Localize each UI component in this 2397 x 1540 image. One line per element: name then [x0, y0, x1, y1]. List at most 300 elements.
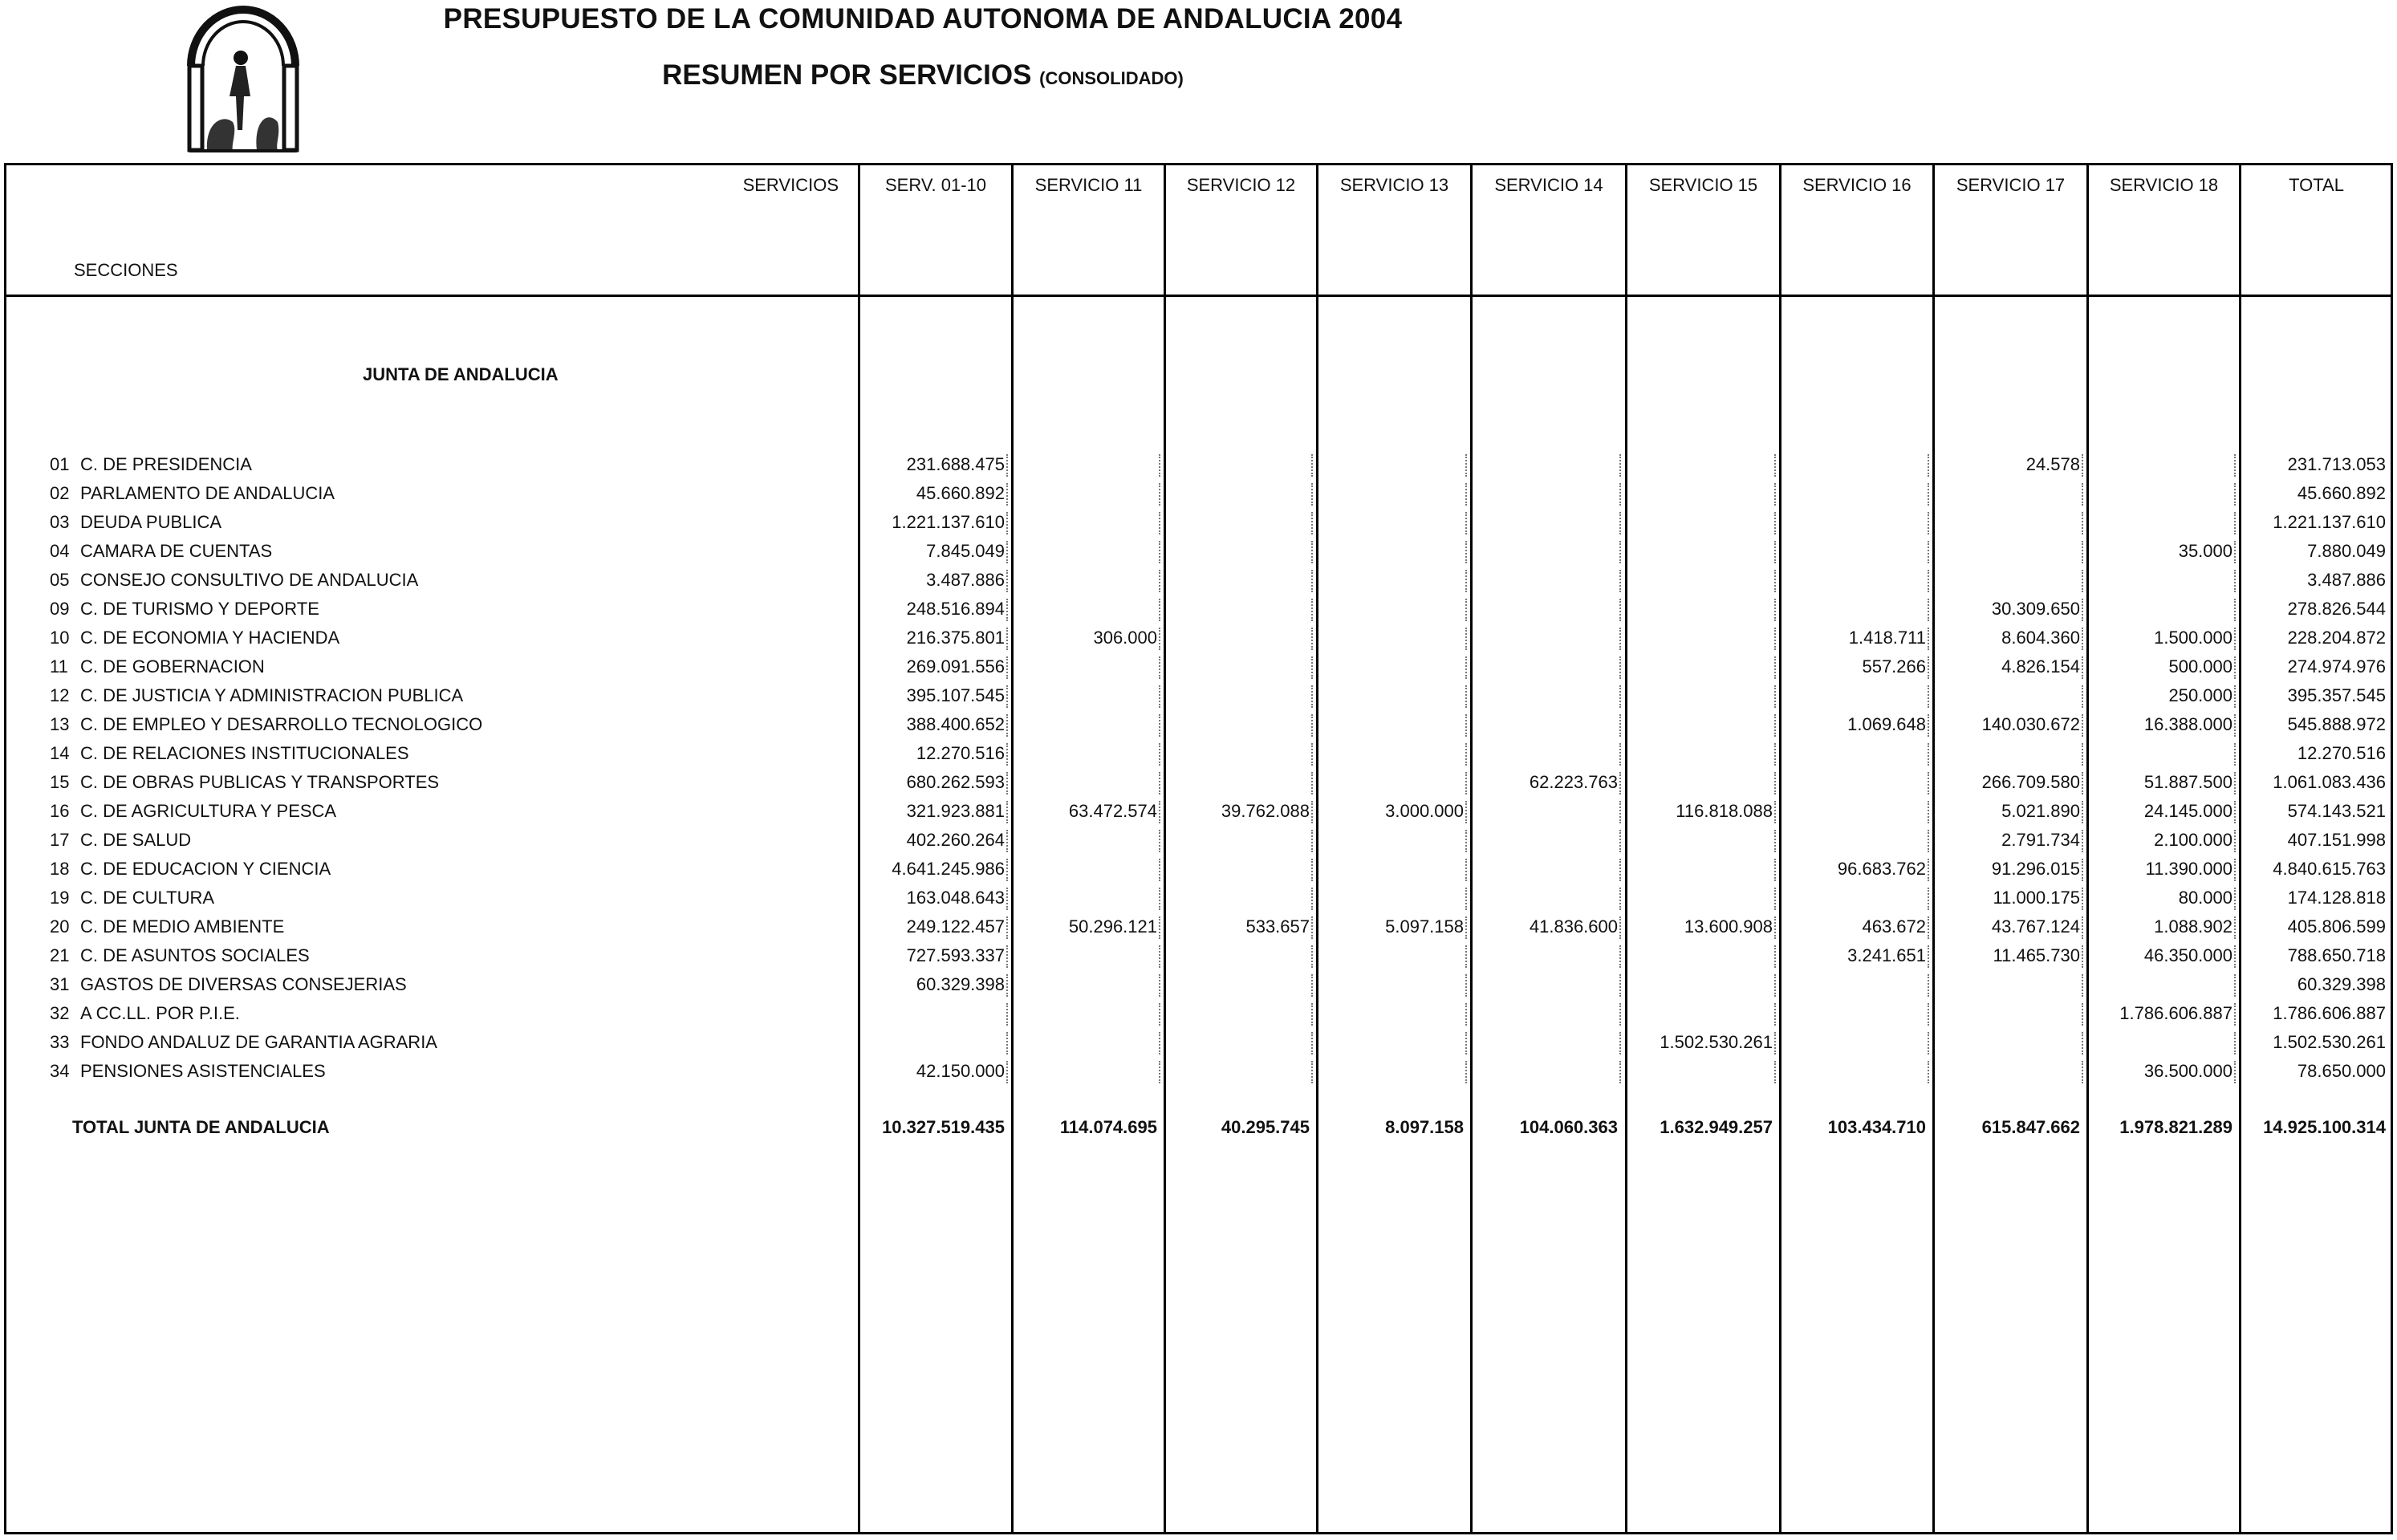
- dotted-separator: [1774, 685, 1776, 708]
- dotted-separator: [1774, 743, 1776, 766]
- dotted-separator: [1311, 656, 1313, 679]
- table-row: [0, 599, 2397, 628]
- document-subtitle: [401, 59, 1444, 91]
- table-cell: 3.487.886: [2307, 570, 2386, 590]
- row-label: [50, 454, 252, 475]
- row-label: [50, 830, 191, 851]
- table-cell: 12.270.516: [2297, 743, 2386, 763]
- dotted-separator: [1619, 859, 1621, 881]
- dotted-separator: [1619, 714, 1621, 737]
- dotted-separator: [1006, 714, 1008, 737]
- table-cell: 11.000.175: [1993, 888, 2080, 908]
- table-cell: 13.600.908: [1684, 916, 1773, 937]
- dotted-separator: [1928, 454, 1929, 477]
- section-name: C. DE JUSTICIA Y ADMINISTRACION PUBLICA: [80, 685, 464, 705]
- table-cell: 321.923.881: [906, 801, 1005, 821]
- section-name: C. DE EMPLEO Y DESARROLLO TECNOLOGICO: [80, 714, 483, 734]
- dotted-separator: [1159, 714, 1160, 737]
- dotted-separator: [1159, 628, 1160, 650]
- dotted-separator: [1465, 859, 1467, 881]
- table-cell: 388.400.652: [906, 714, 1005, 734]
- section-name: C. DE ASUNTOS SOCIALES: [80, 945, 310, 965]
- row-label: [50, 945, 310, 966]
- dotted-separator: [1465, 743, 1467, 766]
- dotted-separator: [1006, 512, 1008, 534]
- dotted-separator: [1774, 1003, 1776, 1026]
- dotted-separator: [2234, 599, 2236, 621]
- dotted-separator: [1774, 656, 1776, 679]
- dotted-separator: [1311, 1003, 1313, 1026]
- row-label: [50, 714, 482, 735]
- dotted-separator: [1006, 483, 1008, 506]
- section-code: 20: [50, 916, 70, 937]
- dotted-separator: [1159, 1032, 1160, 1054]
- document-title: PRESUPUESTO DE LA COMUNIDAD AUTONOMA DE ANDALUCIA 2004: [443, 3, 1403, 35]
- table-cell: 395.107.545: [906, 685, 1005, 705]
- section-code: 16: [50, 801, 70, 821]
- dotted-separator: [1006, 1003, 1008, 1026]
- table-cell: 36.500.000: [2143, 1061, 2232, 1081]
- section-name: PARLAMENTO DE ANDALUCIA: [80, 483, 335, 503]
- total-row: [0, 1117, 2397, 1146]
- section-code: 18: [50, 859, 70, 879]
- table-cell: 7.880.049: [2307, 541, 2386, 561]
- table-cell: 51.887.500: [2143, 772, 2232, 792]
- dotted-separator: [1465, 714, 1467, 737]
- table-row: [0, 743, 2397, 772]
- table-row: [0, 945, 2397, 974]
- table-cell: 12.270.516: [916, 743, 1005, 763]
- dotted-separator: [1006, 570, 1008, 592]
- column-header: SERV. 01-10: [885, 175, 986, 195]
- dotted-separator: [1006, 888, 1008, 910]
- dotted-separator: [2082, 483, 2083, 506]
- section-name: PENSIONES ASISTENCIALES: [80, 1061, 326, 1081]
- dotted-separator: [1311, 801, 1313, 823]
- dotted-separator: [1465, 685, 1467, 708]
- column-header: SERVICIO 11: [1034, 175, 1143, 195]
- section-name: C. DE MEDIO AMBIENTE: [80, 916, 285, 937]
- table-cell: 80.000: [2178, 888, 2232, 908]
- row-label: [50, 859, 331, 880]
- table-row: [0, 1003, 2397, 1032]
- dotted-separator: [1774, 859, 1776, 881]
- column-header: SERVICIO 17: [1956, 175, 2066, 195]
- table-cell: 306.000: [1093, 628, 1157, 648]
- table-cell: 557.266: [1862, 656, 1926, 677]
- dotted-separator: [1774, 570, 1776, 592]
- table-cell: 1.786.606.887: [2273, 1003, 2386, 1023]
- row-label: [50, 801, 336, 822]
- dotted-separator: [2082, 888, 2083, 910]
- table-cell: 5.097.158: [1385, 916, 1464, 937]
- dotted-separator: [1311, 454, 1313, 477]
- dotted-separator: [1465, 772, 1467, 794]
- dotted-separator: [1619, 888, 1621, 910]
- dotted-separator: [1619, 512, 1621, 534]
- section-code: 31: [50, 974, 70, 994]
- dotted-separator: [1465, 656, 1467, 679]
- dotted-separator: [1159, 656, 1160, 679]
- dotted-separator: [2082, 628, 2083, 650]
- dotted-separator: [1006, 599, 1008, 621]
- dotted-separator: [1774, 772, 1776, 794]
- dotted-separator: [1465, 1003, 1467, 1026]
- section-code: 09: [50, 599, 70, 619]
- table-row: [0, 714, 2397, 743]
- dotted-separator: [2082, 656, 2083, 679]
- dotted-separator: [1006, 454, 1008, 477]
- dotted-separator: [1006, 916, 1008, 939]
- dotted-separator: [1006, 859, 1008, 881]
- table-row: [0, 685, 2397, 714]
- table-cell: 533.657: [1245, 916, 1310, 937]
- dotted-separator: [1774, 1032, 1776, 1054]
- dotted-separator: [1465, 974, 1467, 997]
- table-cell: 274.974.976: [2287, 656, 2386, 677]
- dotted-separator: [1774, 599, 1776, 621]
- section-code: 17: [50, 830, 70, 850]
- dotted-separator: [1465, 628, 1467, 650]
- section-name: A CC.LL. POR P.I.E.: [80, 1003, 240, 1023]
- dotted-separator: [1928, 888, 1929, 910]
- dotted-separator: [1619, 454, 1621, 477]
- dotted-separator: [2082, 454, 2083, 477]
- dotted-separator: [1311, 512, 1313, 534]
- table-cell: 30.309.650: [1991, 599, 2080, 619]
- section-code: 04: [50, 541, 70, 561]
- table-cell: 45.660.892: [916, 483, 1005, 503]
- table-cell: 1.786.606.887: [2119, 1003, 2232, 1023]
- table-cell: 615.847.662: [1981, 1117, 2080, 1137]
- table-cell: 4.826.154: [2001, 656, 2080, 677]
- dotted-separator: [1465, 570, 1467, 592]
- dotted-separator: [2234, 945, 2236, 968]
- dotted-separator: [1928, 541, 1929, 563]
- section-code: 34: [50, 1061, 70, 1081]
- dotted-separator: [1619, 1061, 1621, 1083]
- dotted-separator: [1774, 888, 1776, 910]
- table-cell: 41.836.600: [1529, 916, 1618, 937]
- dotted-separator: [1159, 801, 1160, 823]
- dotted-separator: [1159, 830, 1160, 852]
- dotted-separator: [1159, 743, 1160, 766]
- dotted-separator: [1006, 945, 1008, 968]
- dotted-separator: [1774, 1061, 1776, 1083]
- table-cell: 266.709.580: [1981, 772, 2080, 792]
- section-code: 21: [50, 945, 70, 965]
- table-cell: 43.767.124: [1991, 916, 2080, 937]
- dotted-separator: [1465, 888, 1467, 910]
- dotted-separator: [2234, 916, 2236, 939]
- section-name: C. DE OBRAS PUBLICAS Y TRANSPORTES: [80, 772, 440, 792]
- table-cell: 39.762.088: [1221, 801, 1310, 821]
- table-cell: 727.593.337: [906, 945, 1005, 965]
- dotted-separator: [1928, 801, 1929, 823]
- dotted-separator: [1311, 830, 1313, 852]
- table-cell: 278.826.544: [2287, 599, 2386, 619]
- section-code: 19: [50, 888, 70, 908]
- dotted-separator: [1928, 945, 1929, 968]
- dotted-separator: [1619, 570, 1621, 592]
- column-header: TOTAL: [2289, 175, 2344, 195]
- table-row: [0, 628, 2397, 656]
- dotted-separator: [1006, 1032, 1008, 1054]
- row-label: [50, 974, 407, 995]
- table-cell: 63.472.574: [1068, 801, 1157, 821]
- header-separator: [4, 295, 2393, 297]
- row-label: [50, 743, 409, 764]
- column-header: SERVICIO 14: [1494, 175, 1603, 195]
- table-row: [0, 541, 2397, 570]
- table-cell: 45.660.892: [2297, 483, 2386, 503]
- table-cell: 269.091.556: [906, 656, 1005, 677]
- dotted-separator: [1311, 570, 1313, 592]
- dotted-separator: [1928, 512, 1929, 534]
- table-cell: 60.329.398: [916, 974, 1005, 994]
- subtitle-main: RESUMEN POR SERVICIOS: [662, 59, 1032, 91]
- dotted-separator: [2082, 570, 2083, 592]
- table-row: [0, 483, 2397, 512]
- dotted-separator: [2234, 512, 2236, 534]
- dotted-separator: [1159, 483, 1160, 506]
- dotted-separator: [2082, 945, 2083, 968]
- section-name: C. DE ECONOMIA Y HACIENDA: [80, 628, 340, 648]
- section-code: 15: [50, 772, 70, 792]
- dotted-separator: [1311, 628, 1313, 650]
- dotted-separator: [2082, 1003, 2083, 1026]
- table-cell: 8.604.360: [2001, 628, 2080, 648]
- dotted-separator: [2234, 743, 2236, 766]
- dotted-separator: [2234, 656, 2236, 679]
- dotted-separator: [1311, 714, 1313, 737]
- column-header: SERVICIO 16: [1802, 175, 1912, 195]
- table-cell: 395.357.545: [2287, 685, 2386, 705]
- section-name: FONDO ANDALUZ DE GARANTIA AGRARIA: [80, 1032, 437, 1052]
- dotted-separator: [2234, 714, 2236, 737]
- section-name: C. DE SALUD: [80, 830, 192, 850]
- dotted-separator: [2234, 541, 2236, 563]
- dotted-separator: [2082, 541, 2083, 563]
- dotted-separator: [1006, 628, 1008, 650]
- table-cell: 1.632.949.257: [1660, 1117, 1773, 1137]
- table-row: [0, 974, 2397, 1003]
- dotted-separator: [1928, 772, 1929, 794]
- dotted-separator: [1311, 685, 1313, 708]
- table-cell: 5.021.890: [2001, 801, 2080, 821]
- table-cell: 1.502.530.261: [1660, 1032, 1773, 1052]
- table-cell: 1.978.821.289: [2119, 1117, 2232, 1137]
- dotted-separator: [1774, 830, 1776, 852]
- section-name: C. DE TURISMO Y DEPORTE: [80, 599, 319, 619]
- dotted-separator: [1159, 888, 1160, 910]
- dotted-separator: [1465, 599, 1467, 621]
- section-name: C. DE EDUCACION Y CIENCIA: [80, 859, 331, 879]
- table-cell: 3.487.886: [926, 570, 1005, 590]
- dotted-separator: [1774, 974, 1776, 997]
- table-cell: 248.516.894: [906, 599, 1005, 619]
- table-cell: 216.375.801: [906, 628, 1005, 648]
- table-cell: 116.818.088: [1676, 801, 1773, 821]
- table-cell: 1.088.902: [2154, 916, 2232, 937]
- table-cell: 3.000.000: [1385, 801, 1464, 821]
- dotted-separator: [1006, 743, 1008, 766]
- dotted-separator: [1619, 1032, 1621, 1054]
- dotted-separator: [2082, 830, 2083, 852]
- section-name: CAMARA DE CUENTAS: [80, 541, 273, 561]
- table-cell: 500.000: [2168, 656, 2232, 677]
- dotted-separator: [1774, 945, 1776, 968]
- table-cell: 463.672: [1862, 916, 1926, 937]
- table-cell: 174.128.818: [2287, 888, 2386, 908]
- table-row: [0, 570, 2397, 599]
- dotted-separator: [1619, 830, 1621, 852]
- table-row: [0, 830, 2397, 859]
- column-header: SERVICIO 12: [1186, 175, 1296, 195]
- dotted-separator: [1774, 801, 1776, 823]
- junta-andalucia-logo: [183, 2, 303, 154]
- row-label: [50, 483, 335, 504]
- section-code: 32: [50, 1003, 70, 1023]
- table-cell: 11.465.730: [1993, 945, 2080, 965]
- dotted-separator: [2082, 916, 2083, 939]
- dotted-separator: [1774, 916, 1776, 939]
- table-cell: 231.688.475: [906, 454, 1005, 474]
- dotted-separator: [1006, 656, 1008, 679]
- table-cell: 103.434.710: [1827, 1117, 1926, 1137]
- dotted-separator: [2082, 772, 2083, 794]
- dotted-separator: [2234, 483, 2236, 506]
- section-code: 01: [50, 454, 70, 474]
- table-cell: 114.074.695: [1059, 1117, 1157, 1137]
- table-row: [0, 454, 2397, 483]
- section-code: 33: [50, 1032, 70, 1052]
- dotted-separator: [2082, 974, 2083, 997]
- table-cell: 14.925.100.314: [2263, 1117, 2386, 1137]
- dotted-separator: [2082, 859, 2083, 881]
- table-cell: 10.327.519.435: [882, 1117, 1005, 1137]
- section-name: CONSEJO CONSULTIVO DE ANDALUCIA: [80, 570, 419, 590]
- table-cell: 1.418.711: [1848, 628, 1926, 648]
- row-label: [50, 599, 319, 620]
- table-cell: 1.502.530.261: [2273, 1032, 2386, 1052]
- dotted-separator: [1465, 945, 1467, 968]
- table-cell: 8.097.158: [1385, 1117, 1464, 1137]
- dotted-separator: [2234, 570, 2236, 592]
- row-label: [50, 1061, 326, 1082]
- subtitle-consolidado: (CONSOLIDADO): [1039, 68, 1184, 88]
- dotted-separator: [2234, 1003, 2236, 1026]
- table-cell: 163.048.643: [906, 888, 1005, 908]
- table-cell: 250.000: [2168, 685, 2232, 705]
- dotted-separator: [2234, 830, 2236, 852]
- dotted-separator: [2234, 859, 2236, 881]
- row-label: [50, 541, 272, 562]
- dotted-separator: [2234, 888, 2236, 910]
- dotted-separator: [1159, 859, 1160, 881]
- dotted-separator: [1928, 570, 1929, 592]
- dotted-separator: [1619, 945, 1621, 968]
- section-code: 10: [50, 628, 70, 648]
- table-cell: 16.388.000: [2143, 714, 2232, 734]
- table-cell: 24.578: [2025, 454, 2080, 474]
- section-name: C. DE GOBERNACION: [80, 656, 265, 677]
- table-cell: 1.061.083.436: [2273, 772, 2386, 792]
- table-row: [0, 801, 2397, 830]
- dotted-separator: [1159, 454, 1160, 477]
- dotted-separator: [1311, 541, 1313, 563]
- table-cell: 96.683.762: [1837, 859, 1926, 879]
- dotted-separator: [1311, 974, 1313, 997]
- dotted-separator: [1159, 974, 1160, 997]
- dotted-separator: [1159, 541, 1160, 563]
- table-cell: 91.296.015: [1991, 859, 2080, 879]
- dotted-separator: [1006, 801, 1008, 823]
- secciones-header-label: SECCIONES: [74, 260, 178, 280]
- table-row: [0, 888, 2397, 916]
- dotted-separator: [1928, 974, 1929, 997]
- group-title: JUNTA DE ANDALUCIA: [363, 364, 559, 384]
- dotted-separator: [1311, 1061, 1313, 1083]
- row-label: [50, 512, 221, 533]
- dotted-separator: [1006, 772, 1008, 794]
- dotted-separator: [1465, 512, 1467, 534]
- table-cell: 402.260.264: [906, 830, 1005, 850]
- dotted-separator: [2082, 512, 2083, 534]
- dotted-separator: [1928, 1032, 1929, 1054]
- table-row: [0, 1061, 2397, 1090]
- dotted-separator: [1159, 1003, 1160, 1026]
- dotted-separator: [1928, 714, 1929, 737]
- dotted-separator: [1465, 916, 1467, 939]
- dotted-separator: [1928, 483, 1929, 506]
- dotted-separator: [1774, 512, 1776, 534]
- section-code: 12: [50, 685, 70, 705]
- dotted-separator: [1774, 483, 1776, 506]
- section-code: 03: [50, 512, 70, 532]
- table-cell: 46.350.000: [2143, 945, 2232, 965]
- dotted-separator: [2234, 801, 2236, 823]
- table-row: [0, 1032, 2397, 1061]
- dotted-separator: [1774, 628, 1776, 650]
- dotted-separator: [2082, 801, 2083, 823]
- table-cell: 1.221.137.610: [892, 512, 1005, 532]
- dotted-separator: [1774, 714, 1776, 737]
- table-cell: 249.122.457: [906, 916, 1005, 937]
- dotted-separator: [2082, 1061, 2083, 1083]
- section-name: C. DE AGRICULTURA Y PESCA: [80, 801, 337, 821]
- section-code: 14: [50, 743, 70, 763]
- table-cell: 231.713.053: [2287, 454, 2386, 474]
- table-row: [0, 656, 2397, 685]
- row-label: [50, 685, 463, 706]
- table-cell: 680.262.593: [906, 772, 1005, 792]
- dotted-separator: [1774, 541, 1776, 563]
- dotted-separator: [1928, 916, 1929, 939]
- dotted-separator: [2082, 743, 2083, 766]
- dotted-separator: [2082, 714, 2083, 737]
- dotted-separator: [1159, 772, 1160, 794]
- dotted-separator: [1619, 772, 1621, 794]
- dotted-separator: [2234, 628, 2236, 650]
- dotted-separator: [1928, 1003, 1929, 1026]
- dotted-separator: [1928, 830, 1929, 852]
- dotted-separator: [1619, 916, 1621, 939]
- section-name: DEUDA PUBLICA: [80, 512, 222, 532]
- dotted-separator: [2234, 685, 2236, 708]
- section-code: 13: [50, 714, 70, 734]
- column-header: SERVICIO 18: [2109, 175, 2219, 195]
